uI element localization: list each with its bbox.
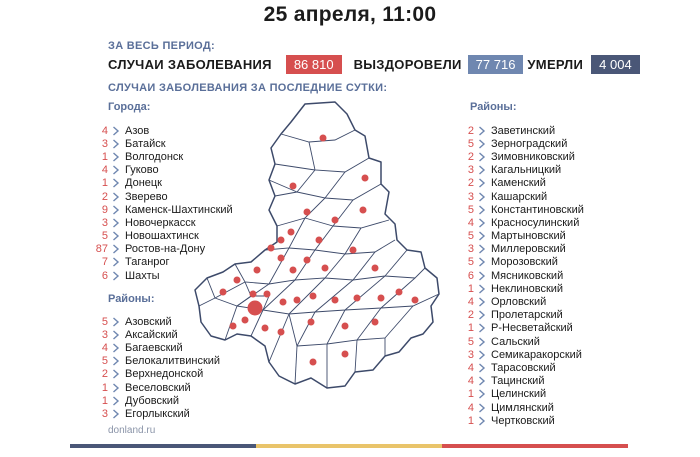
- districts-right-item: [460, 124, 584, 137]
- districts-right-item: [460, 348, 584, 361]
- chevron-right-icon: [478, 403, 488, 413]
- case-count: 3: [467, 190, 474, 203]
- case-count: 5: [467, 230, 474, 243]
- died-value-badge: 4 004: [591, 55, 640, 74]
- districts-right-item: [460, 216, 584, 229]
- chevron-right-icon: [478, 126, 488, 136]
- location-name: Тацинский: [491, 375, 545, 388]
- chevron-right-icon: [112, 396, 122, 406]
- location-name: Кашарский: [491, 190, 548, 203]
- case-count: 5: [467, 137, 474, 150]
- districts-right-item: [460, 309, 584, 322]
- chevron-right-icon: [478, 350, 488, 360]
- location-name: Кагальницкий: [491, 164, 562, 177]
- location-name: Неклиновский: [491, 282, 564, 295]
- chevron-right-icon: [112, 178, 122, 188]
- case-count: 7: [101, 256, 108, 269]
- chevron-right-icon: [478, 416, 488, 426]
- chevron-right-icon: [478, 337, 488, 347]
- case-count: 4: [467, 216, 474, 229]
- chevron-right-icon: [112, 257, 122, 267]
- chevron-right-icon: [112, 356, 122, 366]
- case-count: 4: [467, 375, 474, 388]
- case-count: 1: [467, 282, 474, 295]
- location-name: Новошахтинск: [125, 230, 199, 243]
- location-name: Каменск-Шахтинский: [125, 203, 233, 216]
- case-count: 3: [101, 216, 108, 229]
- districts-right-item: [460, 361, 584, 374]
- districts-right-item: [460, 177, 584, 190]
- location-name: Азов: [125, 124, 150, 137]
- location-name: Багаевский: [125, 341, 183, 354]
- period-label: ЗА ВЕСЬ ПЕРИОД:: [108, 40, 215, 52]
- location-name: Цимлянский: [491, 401, 554, 414]
- case-count: 1: [467, 388, 474, 401]
- stats-row: [108, 55, 644, 74]
- location-name: Азовский: [125, 315, 172, 328]
- chevron-right-icon: [478, 139, 488, 149]
- location-name: Волгодонск: [125, 150, 184, 163]
- cases-value-badge: 86 810: [286, 55, 342, 74]
- case-count: 4: [467, 361, 474, 374]
- case-count: 5: [101, 315, 108, 328]
- districts-right-item: [460, 137, 584, 150]
- districts-right-item: [460, 243, 584, 256]
- cases-label: СЛУЧАИ ЗАБОЛЕВАНИЯ: [108, 57, 272, 72]
- chevron-right-icon: [478, 323, 488, 333]
- case-count: 6: [467, 269, 474, 282]
- location-name: Красносулинский: [491, 216, 580, 229]
- chevron-right-icon: [478, 363, 488, 373]
- case-count: 9: [101, 203, 108, 216]
- chevron-right-icon: [112, 165, 122, 175]
- districts-right-item: [460, 295, 584, 308]
- location-name: Шахты: [125, 269, 160, 282]
- case-count: 5: [467, 256, 474, 269]
- case-count: 5: [101, 355, 108, 368]
- cities-label: Города:: [108, 101, 151, 113]
- location-name: Морозовский: [491, 256, 558, 269]
- location-name: Каменский: [491, 177, 546, 190]
- case-count: 4: [101, 164, 108, 177]
- districts-left-item: [94, 407, 220, 420]
- chevron-right-icon: [478, 257, 488, 267]
- location-name: Семикаракорский: [491, 348, 582, 361]
- chevron-right-icon: [112, 383, 122, 393]
- location-name: Верхнедонской: [125, 368, 204, 381]
- districts-right-item: [460, 335, 584, 348]
- districts-right-item: [460, 203, 584, 216]
- case-count: 2: [467, 177, 474, 190]
- location-name: Чертковский: [491, 414, 555, 427]
- chevron-right-icon: [112, 231, 122, 241]
- location-name: Дубовский: [125, 394, 180, 407]
- case-count: 1: [467, 414, 474, 427]
- case-count: 2: [101, 368, 108, 381]
- location-name: Белокалитвинский: [125, 355, 221, 368]
- case-count: 4: [467, 401, 474, 414]
- districts-right-item: [460, 375, 584, 388]
- case-count: 1: [101, 177, 108, 190]
- case-count: 4: [467, 296, 474, 309]
- location-name: Мартыновский: [491, 230, 566, 243]
- location-name: Целинский: [491, 388, 547, 401]
- case-count: 1: [101, 394, 108, 407]
- case-count: 3: [467, 164, 474, 177]
- chevron-right-icon: [478, 192, 488, 202]
- chevron-right-icon: [112, 126, 122, 136]
- districts-right-item: [460, 230, 584, 243]
- districts-right-item: [460, 269, 584, 282]
- districts-right-item: [460, 150, 584, 163]
- location-name: Ростов-на-Дону: [125, 243, 206, 256]
- location-name: Заветинский: [491, 124, 556, 137]
- case-count: 1: [101, 381, 108, 394]
- case-count: 6: [101, 269, 108, 282]
- districts-right-item: [460, 190, 584, 203]
- footer-bar-red: [442, 444, 628, 448]
- case-count: 2: [467, 124, 474, 137]
- case-count: 3: [101, 328, 108, 341]
- chevron-right-icon: [112, 152, 122, 162]
- location-name: Гуково: [125, 164, 159, 177]
- districts-right-list: [460, 124, 584, 427]
- case-count: 3: [101, 137, 108, 150]
- chevron-right-icon: [478, 231, 488, 241]
- location-name: Зимовниковский: [491, 150, 575, 163]
- chevron-right-icon: [112, 369, 122, 379]
- died-label: УМЕРЛИ: [527, 57, 584, 72]
- case-count: 3: [467, 348, 474, 361]
- case-count: 5: [101, 230, 108, 243]
- location-name: Донецк: [125, 177, 162, 190]
- case-count: 87: [95, 243, 108, 256]
- chevron-right-icon: [112, 343, 122, 353]
- chevron-right-icon: [478, 205, 488, 215]
- chevron-right-icon: [112, 244, 122, 254]
- chevron-right-icon: [478, 244, 488, 254]
- chevron-right-icon: [112, 271, 122, 281]
- case-count: 2: [101, 190, 108, 203]
- chevron-right-icon: [478, 310, 488, 320]
- districts-right-item: [460, 256, 584, 269]
- footer-bar-yellow: [256, 444, 442, 448]
- chevron-right-icon: [112, 205, 122, 215]
- chevron-right-icon: [478, 376, 488, 386]
- location-name: Пролетарский: [491, 309, 563, 322]
- location-name: Тарасовский: [491, 361, 556, 374]
- case-count: 5: [467, 335, 474, 348]
- location-name: Зверево: [125, 190, 168, 203]
- recovered-value-badge: 77 716: [468, 55, 524, 74]
- districts-right-item: [460, 401, 584, 414]
- chevron-right-icon: [112, 218, 122, 228]
- region-map: [185, 100, 455, 400]
- location-name: Константиновский: [491, 203, 584, 216]
- location-name: Веселовский: [125, 381, 191, 394]
- location-name: Таганрог: [125, 256, 170, 269]
- chevron-right-icon: [112, 139, 122, 149]
- location-name: Миллеровский: [491, 243, 566, 256]
- location-name: Зерноградский: [491, 137, 568, 150]
- case-count: 3: [101, 407, 108, 420]
- chevron-right-icon: [478, 297, 488, 307]
- case-count: 5: [467, 203, 474, 216]
- location-name: Егорлыкский: [125, 407, 190, 420]
- districts-right-label: Районы:: [470, 101, 517, 113]
- case-count: 1: [467, 322, 474, 335]
- location-name: Р-Несветайский: [491, 322, 573, 335]
- districts-left-label: Районы:: [108, 293, 155, 305]
- location-name: Аксайский: [125, 328, 178, 341]
- source-footer: donland.ru: [108, 425, 156, 436]
- chevron-right-icon: [112, 409, 122, 419]
- location-name: Сальский: [491, 335, 540, 348]
- chevron-right-icon: [478, 389, 488, 399]
- districts-right-item: [460, 322, 584, 335]
- case-count: 4: [101, 124, 108, 137]
- chevron-right-icon: [112, 192, 122, 202]
- districts-right-item: [460, 282, 584, 295]
- districts-right-item: [460, 164, 584, 177]
- districts-right-item: [460, 414, 584, 427]
- location-name: Мясниковский: [491, 269, 564, 282]
- footer-bar-dark: [70, 444, 256, 448]
- daily-label: СЛУЧАИ ЗАБОЛЕВАНИЯ ЗА ПОСЛЕДНИЕ СУТКИ:: [108, 82, 388, 94]
- chevron-right-icon: [112, 317, 122, 327]
- districts-right-item: [460, 388, 584, 401]
- location-name: Батайск: [125, 137, 166, 150]
- case-count: 4: [101, 341, 108, 354]
- chevron-right-icon: [478, 218, 488, 228]
- page-title: 25 апреля, 11:00: [263, 3, 437, 26]
- case-count: 2: [467, 309, 474, 322]
- case-count: 2: [467, 150, 474, 163]
- chevron-right-icon: [478, 165, 488, 175]
- chevron-right-icon: [478, 284, 488, 294]
- location-name: Орловский: [491, 296, 547, 309]
- location-name: Новочеркасск: [125, 216, 196, 229]
- chevron-right-icon: [478, 178, 488, 188]
- chevron-right-icon: [478, 271, 488, 281]
- recovered-label: ВЫЗДОРОВЕЛИ: [353, 57, 462, 72]
- chevron-right-icon: [478, 152, 488, 162]
- chevron-right-icon: [112, 330, 122, 340]
- case-count: 3: [467, 243, 474, 256]
- case-count: 1: [101, 150, 108, 163]
